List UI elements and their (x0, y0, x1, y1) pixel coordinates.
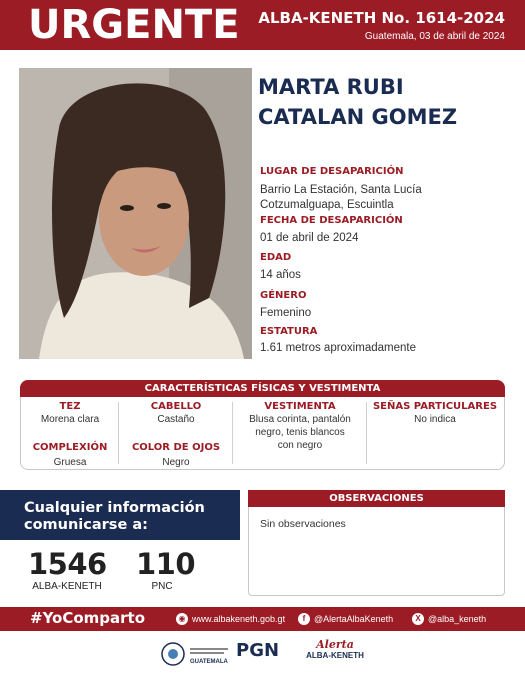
divider (366, 402, 367, 464)
characteristics-title: CARACTERÍSTICAS FÍSICAS Y VESTIMENTA (20, 380, 505, 397)
tez-value: Morena clara (40, 414, 100, 425)
urgent-title: URGENTE (28, 2, 240, 48)
ojos-label: COLOR DE OJOS (131, 442, 221, 453)
cabello-value: Castaño (157, 414, 195, 425)
alerta-logo-line1: Alerta (316, 638, 354, 651)
senas-label: SEÑAS PARTICULARES (372, 401, 498, 412)
divider (118, 402, 119, 464)
hashtag: #YoComparto (30, 609, 146, 627)
pnc-phone[interactable]: 110 (136, 547, 196, 581)
contact-text (24, 500, 234, 534)
alerta-alba-keneth-logo (300, 638, 370, 670)
alba-keneth-phone[interactable]: 1546 (28, 547, 107, 581)
pnc-phone-label: PNC (151, 581, 173, 592)
pgn-logo-text: PGN (236, 640, 280, 661)
place-value (260, 183, 510, 213)
place-label: LUGAR DE DESAPARICIÓN (260, 166, 404, 177)
vestimenta-label: VESTIMENTA (264, 401, 336, 412)
height-value: 1.61 metros aproximadamente (260, 342, 416, 354)
alerta-logo-line2: ALBA-KENETH (306, 651, 364, 660)
senas-value: No indica (414, 414, 456, 425)
vestimenta-line3: con negro (277, 440, 323, 451)
tez-label: TEZ (59, 401, 81, 412)
person-name-line1: MARTA RUBI (258, 75, 404, 99)
complexion-label: COMPLEXIÓN (32, 442, 108, 453)
twitter-link[interactable] (412, 613, 486, 625)
vestimenta-line1: Blusa corinta, pantalón (249, 414, 351, 425)
contact-line1: Cualquier información (24, 500, 205, 516)
date-label: FECHA DE DESAPARICIÓN (260, 215, 403, 226)
facebook-link[interactable] (298, 613, 393, 625)
facebook-text: @AlertaAlbaKeneth (314, 614, 394, 624)
cabello-label: CABELLO (150, 401, 202, 412)
vestimenta-value (234, 413, 366, 452)
globe-icon: ◉ (176, 613, 188, 625)
place-line1: Barrio La Estación, Santa Lucía (260, 184, 422, 196)
observations-title: OBSERVACIONES (248, 490, 505, 507)
ojos-value: Negro (162, 457, 190, 468)
age-label: EDAD (260, 252, 292, 263)
person-name-line2: CATALAN GOMEZ (258, 105, 458, 129)
twitter-text: @alba_keneth (428, 614, 487, 624)
place-line2: Cotzumalguapa, Escuintla (260, 199, 394, 211)
gender-value: Femenino (260, 307, 312, 319)
date-value: 01 de abril de 2024 (260, 232, 359, 244)
vestimenta-line2: negro, tenis blancos (255, 427, 345, 438)
government-logo (160, 640, 230, 668)
pgn-logo (236, 640, 288, 668)
missing-person-photo (19, 68, 252, 359)
website-link[interactable] (176, 613, 285, 625)
alba-keneth-phone-label: ALBA-KENETH (32, 581, 102, 592)
age-value: 14 años (260, 269, 301, 281)
observations-value: Sin observaciones (260, 518, 346, 530)
alert-number: ALBA-KENETH No. 1614-2024 (258, 9, 505, 27)
divider (232, 402, 233, 464)
alert-date: Guatemala, 03 de abril de 2024 (364, 31, 505, 42)
x-icon: X (412, 613, 424, 625)
gov-logo-text: GUATEMALA (190, 659, 228, 665)
website-text: www.albakeneth.gob.gt (192, 614, 286, 624)
complexion-value: Gruesa (53, 457, 87, 468)
gender-label: GÉNERO (260, 290, 307, 301)
height-label: ESTATURA (260, 326, 318, 337)
contact-line2: comunicarse a: (24, 517, 148, 533)
facebook-icon: f (298, 613, 310, 625)
person-name (258, 72, 508, 132)
